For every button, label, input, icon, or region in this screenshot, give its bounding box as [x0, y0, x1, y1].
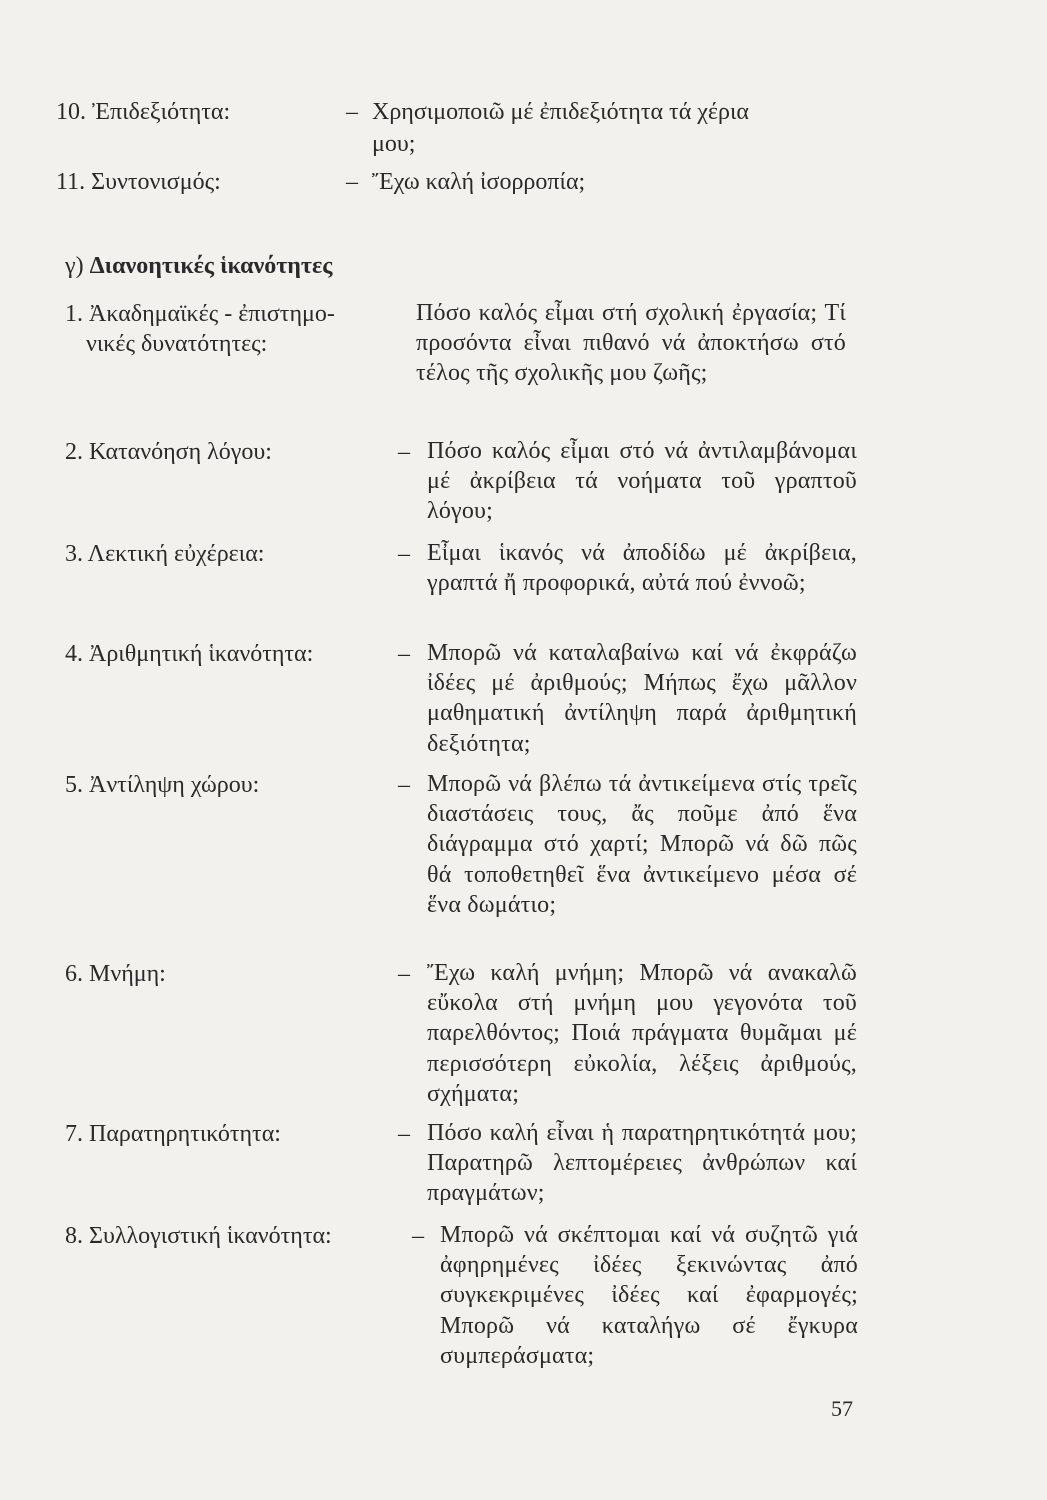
section-heading: [65, 252, 332, 280]
item-2-desc: Πόσο καλός εἶμαι στό νά ἀντιλαμβάνομαι μέ ἀκρίβεια τά νοήματα τοῦ γραπτοῦ λόγου;: [427, 438, 857, 525]
item-4-desc: Μπορῶ νά καταλαβαίνω καί νά ἐκφράζω ἰδέες μέ ἀριθμούς; Μήπως ἔχω μᾶλλον μαθηματική ἀντίληψη παρά ἀριθμητική δεξιότητα;: [427, 640, 857, 757]
item-2-dash: –: [398, 439, 410, 465]
item-3-dash: –: [398, 541, 410, 567]
item-6-desc: Ἔχω καλή μνήμη; Μπορῶ νά ανακαλῶ εὔκολα στή μνήμη μου γεγονότα τοῦ παρελθόντος; Ποιά πράγματα θυμᾶμαι μέ περισσότερη εὐκολία, λέξεις ἀριθμούς, σχήματα;: [427, 960, 857, 1107]
item-1-term: 1. Ἀκαδημαϊκές - ἐπιστημο-: [65, 301, 335, 327]
item-10-desc-line1: Χρησιμοποιῶ μέ ἐπιδεξιότητα τά χέρια: [372, 99, 750, 125]
item-7-term: 7. Παρατηρητικότητα:: [65, 1121, 281, 1147]
item-4-dash: –: [398, 641, 410, 667]
item-6-dash: –: [398, 961, 410, 987]
section-title: Διανοητικές ἱκανότητες: [89, 253, 333, 279]
item-11-dash: –: [346, 169, 358, 195]
item-5-desc: Μπορῶ νά βλέπω τά ἀντικείμενα στίς τρεῖς διαστάσεις τους, ἄς ποῦμε ἀπό ἕνα διάγραμμα στό χαρτί; Μπορῶ νά δῶ πῶς θά τοποθετηθεῖ ἕνα ἀντικείμενο μέσα σέ ἕνα δωμάτιο;: [427, 771, 857, 918]
item-11-term: 11. Συντονισμός:: [56, 169, 221, 195]
item-8-term: 8. Συλλογιστική ἱκανότητα:: [65, 1223, 332, 1249]
item-8-desc: Μπορῶ νά σκέπτομαι καί νά συζητῶ γιά ἀφηρημένες ἰδέες ξεκινώντας ἀπό συγκεκριμένες ἰδέες καί ἐφαρμογές; Μπορῶ νά καταλήγω σέ ἔγκυρα συμπεράσματα;: [440, 1222, 858, 1369]
item-4-term: 4. Ἀριθμητική ἱκανότητα:: [65, 641, 314, 667]
item-3-term: 3. Λεκτική εὐχέρεια:: [65, 541, 265, 567]
item-7-desc: Πόσο καλή εἶναι ἡ παρατηρητικότητά μου; Παρατηρῶ λεπτομέρειες ἀνθρώπων καί πραγμάτων;: [427, 1120, 857, 1207]
item-10-term: 10. Ἐπιδεξιότητα:: [56, 99, 231, 125]
item-1-term-cont: νικές δυνατότητες:: [86, 331, 268, 357]
section-prefix: γ): [65, 253, 84, 279]
item-10-dash: –: [346, 99, 358, 125]
item-1-desc: Πόσο καλός εἶμαι στή σχολική ἐργασία; Τί προσόντα εἶναι πιθανό νά ἀποκτήσω στό τέλος τῆς σχολικῆς μου ζωῆς;: [416, 300, 846, 387]
item-3-desc: Εἶμαι ἱκανός νά ἀποδίδω μέ ἀκρίβεια, γραπτά ἤ προφορικά, αὐτά πού ἐννοῶ;: [427, 540, 857, 597]
page-number: 57: [831, 1396, 853, 1421]
item-11-desc: Ἔχω καλή ἰσορροπία;: [372, 169, 586, 195]
item-5-term: 5. Ἀντίληψη χώρου:: [65, 772, 260, 798]
item-5-dash: –: [398, 772, 410, 798]
item-10-desc-line2: μου;: [372, 131, 416, 157]
item-7-dash: –: [398, 1121, 410, 1147]
item-2-term: 2. Κατανόηση λόγου:: [65, 439, 272, 465]
item-8-dash: –: [412, 1223, 424, 1249]
item-6-term: 6. Μνήμη:: [65, 961, 166, 987]
